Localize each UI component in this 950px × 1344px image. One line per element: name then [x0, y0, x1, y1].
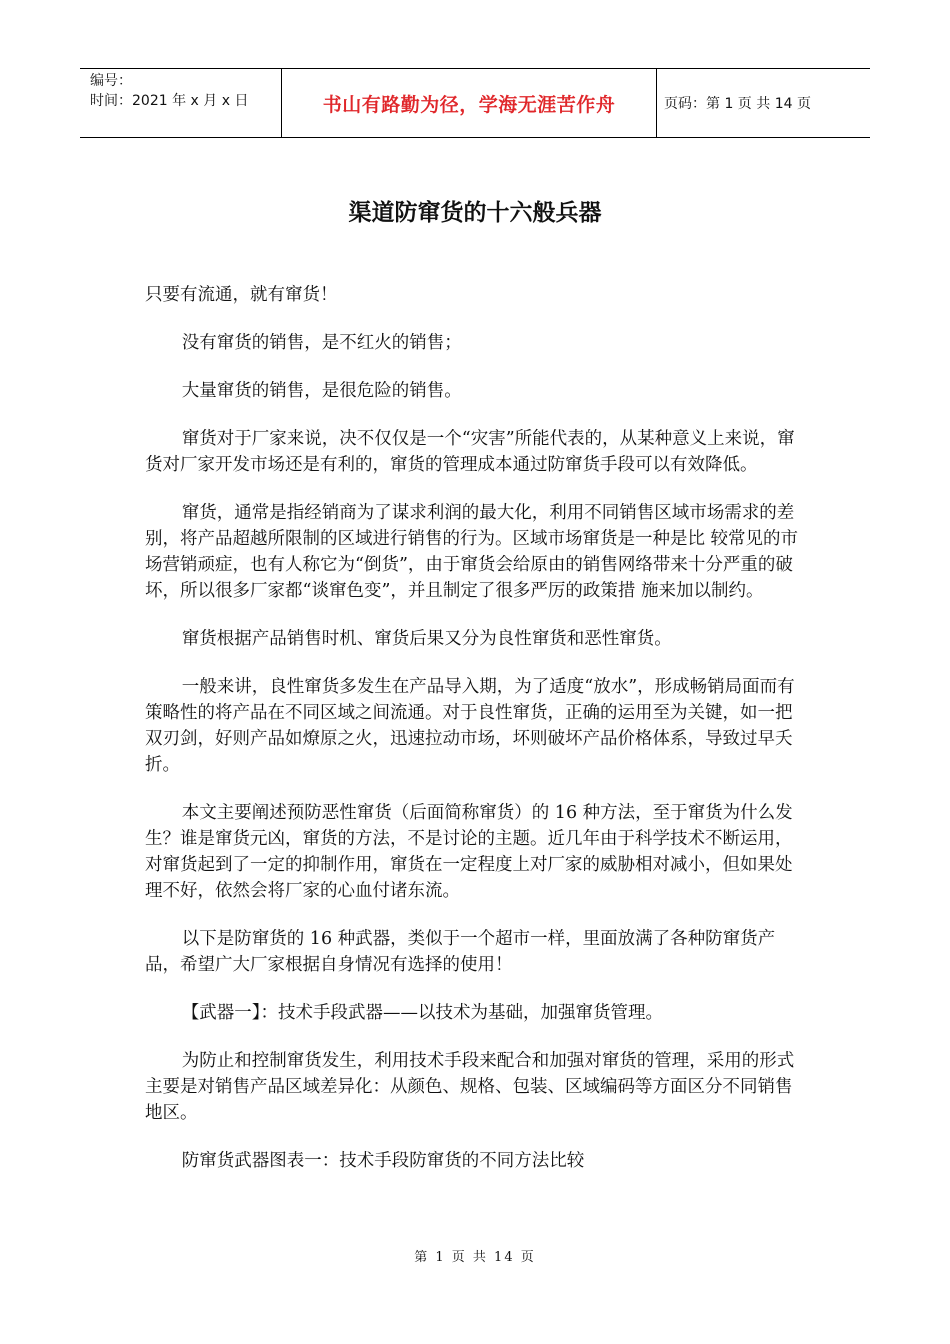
paragraph: 窜货，通常是指经销商为了谋求利润的最大化，利用不同销售区域市场需求的差别，将产品超越所限制的区域进行销售的行为。区域市场窜货是一种是比 较常见的市场营销顽症，也有人称它为“倒货”，由于窜货会给原由的销售网络带来十分严重的破坏，所以很多厂家都“谈窜色变”，并且制定了很多严厉的政策措 施来加以制约。 — [145, 503, 799, 601]
page-code: 页码：第 1 页 共 14 页 — [664, 96, 811, 112]
paragraph: 本文主要阐述预防恶性窜货（后面简称窜货）的 16 种方法，至于窜货为什么发生？谁是窜货元凶，窜货的方法，不是讨论的主题。近几年由于科学技术不断运用，对窜货起到了一定的抑制作用，窜货在一定程度上对厂家的威胁相对减小，但如果处理不好，依然会将厂家的心血付诸东流。 — [145, 803, 793, 901]
page-footer: 第 1 页 共 14 页 — [414, 1250, 536, 1265]
page-title: 渠道防窜货的十六般兵器 — [348, 200, 602, 226]
header-meta-cell — [80, 69, 282, 137]
section-heading: 【武器一】：技术手段武器——以技术为基础，加强窜货管理。 — [181, 1003, 663, 1023]
header-motto: 书山有路勤为径，学海无涯苦作舟 — [322, 93, 616, 116]
paragraph: 窜货根据产品销售时机、窜货后果又分为良性窜货和恶性窜货。 — [181, 629, 672, 649]
paragraph: 窜货对于厂家来说，决不仅仅是一个“灾害”所能代表的，从某种意义上来说，窜货对厂家开发市场还是有利的，窜货的管理成本通过防窜货手段可以有效降低。 — [145, 429, 795, 475]
header-page-cell — [657, 69, 870, 137]
paragraph: 大量窜货的销售，是很危险的销售。 — [181, 381, 462, 401]
figure-caption: 防窜货武器图表一：技术手段防窜货的不同方法比较 — [181, 1151, 585, 1171]
paragraph: 没有窜货的销售，是不红火的销售； — [181, 333, 462, 353]
paragraph: 为防止和控制窜货发生，利用技术手段来配合和加强对窜货的管理，采用的形式主要是对销售产品区域差异化：从颜色、规格、包装、区域编码等方面区分不同销售地区。 — [145, 1051, 795, 1123]
doc-number-label: 编号： — [90, 73, 132, 89]
paragraph: 一般来讲，良性窜货多发生在产品导入期，为了适度“放水”，形成畅销局面而有策略性的将产品在不同区域之间流通。对于良性窜货，正确的运用至为关键，如一把双刃剑，好则产品如燎原之火，迅速拉动市场，坏则破坏产品价格体系，导致过早夭折。 — [145, 677, 795, 775]
header-motto-cell — [282, 69, 657, 137]
paragraph: 只要有流通，就有窜货！ — [145, 285, 338, 305]
document-body — [145, 282, 800, 1196]
date-label: 时间：2021 年 x 月 x 日 — [90, 93, 249, 109]
paragraph: 以下是防窜货的 16 种武器，类似于一个超市一样，里面放满了各种防窜货产品，希望广大厂家根据自身情况有选择的使用！ — [145, 929, 776, 975]
document-header — [80, 68, 870, 138]
